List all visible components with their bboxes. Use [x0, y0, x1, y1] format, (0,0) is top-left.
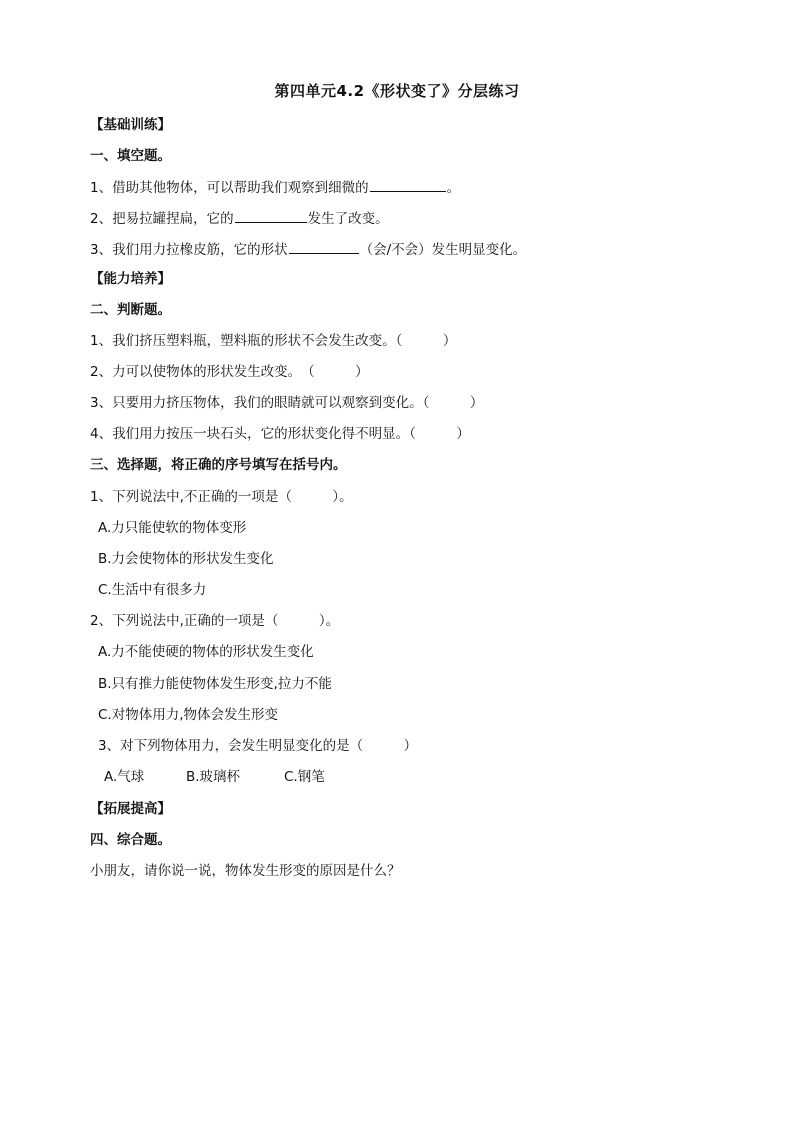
question-text-end: 。 [446, 180, 461, 196]
question-text: 3、我们用力拉橡皮筋，它的形状 [90, 242, 288, 258]
choice-option-b: B.玻璃杯 [186, 769, 241, 785]
judge-question-1: 1、我们挤压塑料瓶，塑料瓶的形状不会发生改变。（ ） [90, 333, 457, 349]
choice-option-b: B.只有推力能使物体发生形变,拉力不能 [98, 676, 332, 692]
section-header-ability: 【能力培养】 [90, 271, 171, 287]
question-text: 1、借助其他物体，可以帮助我们观察到细微的 [90, 180, 369, 196]
choice-option-a: A.力不能使硬的物体的形状发生变化 [98, 644, 314, 660]
choice-question-3: 3、对下列物体用力，会发生明显变化的是（ ） [98, 738, 418, 754]
choice-option-c: C.对物体用力,物体会发生形变 [98, 707, 279, 723]
choice-option-c: C.钢笔 [284, 769, 325, 785]
fill-question-1 [90, 177, 460, 197]
comprehensive-question-1: 小朋友，请你说一说，物体发生形变的原因是什么？ [90, 863, 401, 879]
section-header-basic: 【基础训练】 [90, 117, 171, 133]
question-text: 2、把易拉罐捏扁，它的 [90, 211, 234, 227]
choice-option-c: C.生活中有很多力 [98, 582, 207, 598]
section-header-extension: 【拓展提高】 [90, 801, 171, 817]
choice-question-2: 2、下列说法中,正确的一项是（ ）。 [90, 613, 340, 629]
question-text-end: 发生了改变。 [307, 211, 389, 227]
part-comprehensive: 四、综合题。 [90, 832, 171, 848]
answer-blank[interactable] [289, 239, 359, 254]
part-true-false: 二、判断题。 [90, 302, 171, 318]
choice-option-a: A.力只能使软的物体变形 [98, 520, 247, 536]
fill-question-3 [90, 239, 526, 259]
judge-question-3: 3、只要用力挤压物体，我们的眼睛就可以观察到变化。（ ） [90, 395, 484, 411]
choice-question-1: 1、下列说法中,不正确的一项是（ ）。 [90, 489, 353, 505]
choice-option-a: A.气球 [104, 769, 145, 785]
judge-question-4: 4、我们用力按压一块石头，它的形状变化得不明显。（ ） [90, 426, 470, 442]
question-text-end: （会/不会）发生明显变化。 [359, 242, 527, 258]
fill-question-2 [90, 208, 389, 228]
answer-blank[interactable] [235, 208, 307, 223]
judge-question-2: 2、力可以使物体的形状发生改变。 （ ） [90, 364, 369, 380]
page-title: 第四单元4.2《形状变了》分层练习 [274, 82, 520, 100]
part-fill-in-blank: 一、填空题。 [90, 148, 171, 164]
choice-option-b: B.力会使物体的形状发生变化 [98, 551, 274, 567]
part-multiple-choice: 三、选择题，将正确的序号填写在括号内。 [90, 457, 347, 473]
choice-options-row [104, 768, 325, 786]
answer-blank[interactable] [370, 177, 446, 192]
